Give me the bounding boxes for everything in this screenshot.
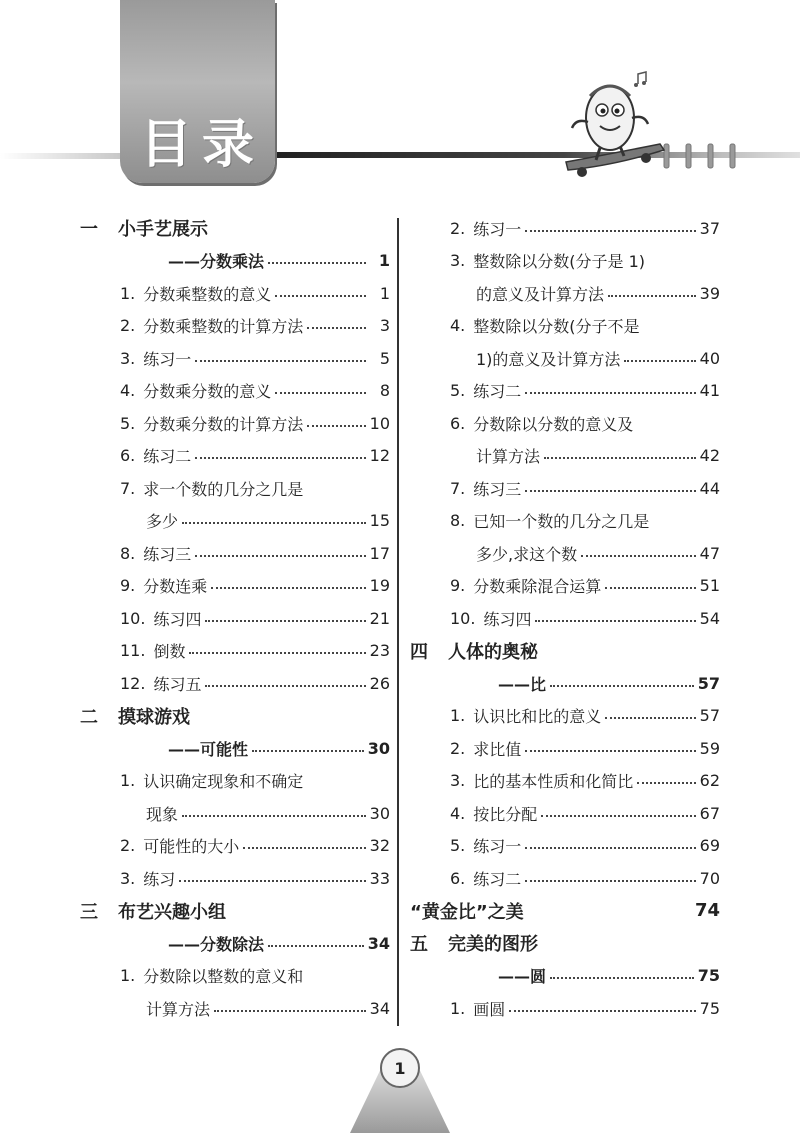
dot-leader	[550, 684, 694, 687]
toc-entry-continuation	[410, 440, 720, 473]
entry-number: 9.	[120, 576, 136, 596]
page-ref: 30	[367, 738, 390, 758]
entry-label: 练习三	[143, 544, 192, 564]
toc-entry	[410, 765, 720, 798]
page-ref: 70	[699, 868, 720, 888]
page-ref: 10	[369, 413, 390, 433]
entry-label: 练习二	[473, 382, 522, 402]
special-label: “黄金比”之美	[410, 901, 524, 923]
entry-number: 3.	[120, 348, 136, 368]
chapter-title: 人体的奥秘	[448, 641, 538, 663]
page-ref: 57	[697, 673, 720, 693]
dot-leader	[525, 391, 695, 394]
page-ref: 33	[369, 868, 390, 888]
entry-label: 练习五	[153, 674, 202, 694]
toc-left-column	[80, 212, 390, 1025]
dot-leader	[544, 456, 696, 459]
entry-label: 求比值	[473, 739, 522, 759]
toc-entry	[410, 797, 720, 830]
dot-leader	[195, 554, 365, 557]
entry-number: 2.	[120, 316, 136, 336]
dot-leader	[525, 879, 695, 882]
dot-leader	[243, 846, 365, 849]
page-ref: 19	[369, 576, 390, 596]
entry-label: 整数除以分数(分子不是	[473, 317, 640, 337]
dot-leader	[268, 261, 366, 264]
toc-entry	[410, 732, 720, 765]
entry-label: 分数乘整数的计算方法	[143, 317, 304, 337]
toc-chapter	[80, 212, 390, 245]
entry-number: 9.	[450, 576, 466, 596]
page-ref: 67	[699, 803, 720, 823]
dot-leader	[182, 521, 366, 524]
page-ref: 59	[699, 738, 720, 758]
entry-label: 计算方法	[146, 999, 211, 1019]
dot-leader	[525, 846, 695, 849]
toc-entry	[410, 310, 720, 343]
entry-label: 分数乘除混合运算	[473, 577, 602, 597]
page-ref: 5	[379, 348, 390, 368]
dot-leader	[307, 326, 366, 329]
entry-label: 分数除以整数的意义和	[143, 967, 304, 987]
page-ref: 75	[699, 998, 720, 1018]
page-number: 1	[380, 1048, 420, 1088]
chapter-title: 摸球游戏	[118, 706, 190, 728]
subtitle-label: ——比	[498, 674, 547, 694]
dot-leader	[182, 814, 366, 817]
dot-leader	[541, 814, 695, 817]
toc-special-entry	[410, 895, 720, 928]
page-ref: 44	[699, 478, 720, 498]
dot-leader	[214, 1009, 366, 1012]
toc-entry	[80, 667, 390, 700]
dot-leader	[581, 554, 696, 557]
toc-chapter	[410, 927, 720, 960]
toc-entry	[80, 765, 390, 798]
page-ref: 3	[379, 316, 390, 336]
page-ref: 17	[369, 543, 390, 563]
toc-entry-continuation	[410, 342, 720, 375]
entry-number: 3.	[450, 251, 466, 271]
subtitle-label: ——圆	[498, 967, 547, 987]
page-ref: 30	[369, 803, 390, 823]
page-ref: 75	[697, 966, 720, 986]
toc-entry	[410, 602, 720, 635]
entry-label: 整数除以分数(分子是 1)	[473, 252, 646, 272]
toc-chapter	[80, 700, 390, 733]
page-ref: 54	[699, 608, 720, 628]
entry-number: 1.	[450, 706, 466, 726]
entry-label: 分数乘分数的计算方法	[143, 414, 304, 434]
dot-leader	[205, 684, 365, 687]
entry-label: 的意义及计算方法	[476, 284, 605, 304]
entry-number: 10.	[450, 608, 476, 628]
page-ref: 21	[369, 608, 390, 628]
subtitle-label: ——可能性	[168, 739, 249, 759]
chapter-number: 二	[80, 706, 98, 728]
entry-label: 练习一	[473, 219, 522, 239]
entry-number: 2.	[450, 218, 466, 238]
column-divider	[397, 218, 399, 1026]
dot-leader	[195, 456, 365, 459]
toc-entry	[410, 505, 720, 538]
toc-entry	[80, 960, 390, 993]
entry-number: 7.	[450, 478, 466, 498]
toc-entry	[410, 472, 720, 505]
dot-leader	[179, 879, 365, 882]
entry-label: 求一个数的几分之几是	[143, 479, 304, 499]
toc-entry	[410, 830, 720, 863]
entry-label: 分数连乘	[143, 577, 208, 597]
page-ref: 41	[699, 381, 720, 401]
page-ref: 8	[379, 381, 390, 401]
toc-entry	[80, 407, 390, 440]
page-ref: 62	[699, 771, 720, 791]
entry-number: 2.	[450, 738, 466, 758]
entry-number: 4.	[450, 316, 466, 336]
entry-label: 比的基本性质和化简比	[473, 772, 634, 792]
toc-entry	[410, 375, 720, 408]
page-ref: 39	[699, 283, 720, 303]
toc-entry	[80, 602, 390, 635]
page-ref: 15	[369, 511, 390, 531]
dot-leader	[195, 359, 366, 362]
entry-label: 现象	[146, 804, 179, 824]
entry-label: 练习二	[473, 869, 522, 889]
toc-entry	[80, 537, 390, 570]
toc-entry-continuation	[80, 797, 390, 830]
toc-entry	[410, 862, 720, 895]
toc-entry	[80, 310, 390, 343]
page-title: 目录	[140, 115, 265, 175]
entry-label: 可能性的大小	[143, 837, 240, 857]
entry-label: 按比分配	[473, 804, 538, 824]
page-ref: 12	[369, 446, 390, 466]
dot-leader	[605, 716, 695, 719]
dot-leader	[189, 651, 365, 654]
dot-leader	[525, 489, 695, 492]
chapter-title: 布艺兴趣小组	[118, 901, 226, 923]
entry-label: 认识确定现象和不确定	[143, 772, 304, 792]
dot-leader	[252, 749, 364, 752]
entry-label: 计算方法	[476, 447, 541, 467]
entry-label: 练习三	[473, 479, 522, 499]
entry-number: 11.	[120, 641, 146, 661]
entry-number: 8.	[120, 543, 136, 563]
entry-label: 练习四	[483, 609, 532, 629]
toc-entry	[80, 277, 390, 310]
chapter-title: 完美的图形	[448, 934, 538, 956]
chapter-number: 三	[80, 901, 98, 923]
entry-number: 8.	[450, 511, 466, 531]
dot-leader	[608, 294, 696, 297]
page-ref: 34	[369, 998, 390, 1018]
entry-label: 多少	[146, 512, 179, 532]
toc-subtitle	[80, 245, 390, 278]
dot-leader	[637, 781, 695, 784]
entry-number: 6.	[450, 413, 466, 433]
page-ref: 26	[369, 673, 390, 693]
entry-number: 6.	[120, 446, 136, 466]
toc-entry	[80, 342, 390, 375]
dot-leader	[535, 619, 695, 622]
dot-leader	[605, 586, 695, 589]
dot-leader	[550, 976, 694, 979]
entry-number: 5.	[450, 836, 466, 856]
entry-number: 1.	[120, 283, 136, 303]
chapter-number: 五	[410, 934, 428, 956]
egg-mascot-on-skateboard-icon	[560, 70, 670, 185]
entry-number: 10.	[120, 608, 146, 628]
page-ref: 34	[367, 933, 390, 953]
dot-leader	[275, 294, 366, 297]
entry-number: 3.	[450, 771, 466, 791]
toc-entry-continuation	[80, 992, 390, 1025]
dot-leader	[205, 619, 365, 622]
chapter-number: 四	[410, 641, 428, 663]
entry-label: 多少,求这个数	[476, 544, 578, 564]
page-ref: 74	[694, 900, 720, 922]
toc-entry	[80, 375, 390, 408]
page-ref: 1	[379, 283, 390, 303]
toc-chapter	[410, 635, 720, 668]
entry-label: 认识比和比的意义	[473, 707, 602, 727]
entry-label: 练习四	[153, 609, 202, 629]
page-ref: 47	[699, 543, 720, 563]
dot-leader	[275, 391, 366, 394]
header-tick-marks-icon	[660, 142, 740, 172]
toc-chapter	[80, 895, 390, 928]
entry-number: 7.	[120, 478, 136, 498]
toc-subtitle	[80, 732, 390, 765]
dot-leader	[509, 1009, 695, 1012]
entry-label: 练习	[143, 869, 176, 889]
page-ref: 51	[699, 576, 720, 596]
dot-leader	[528, 911, 691, 914]
toc-entry	[410, 245, 720, 278]
entry-label: 分数除以分数的意义及	[473, 414, 634, 434]
page-ref: 42	[699, 446, 720, 466]
toc-entry	[80, 570, 390, 603]
toc-entry	[410, 212, 720, 245]
entry-number: 5.	[450, 381, 466, 401]
subtitle-label: ——分数除法	[168, 934, 265, 954]
toc-entry	[80, 862, 390, 895]
entry-label: 已知一个数的几分之几是	[473, 512, 650, 532]
entry-number: 12.	[120, 673, 146, 693]
toc-subtitle	[80, 927, 390, 960]
toc-entry	[410, 407, 720, 440]
header-rule-left	[0, 153, 120, 159]
toc-entry-continuation	[410, 537, 720, 570]
entry-label: 分数乘分数的意义	[143, 382, 272, 402]
toc-entry-continuation	[80, 505, 390, 538]
entry-label: 分数乘整数的意义	[143, 284, 272, 304]
entry-label: 画圆	[473, 999, 506, 1019]
entry-number: 4.	[120, 381, 136, 401]
toc-entry-continuation	[410, 277, 720, 310]
page-ref: 1	[378, 251, 390, 271]
toc-subtitle	[410, 667, 720, 700]
subtitle-label: ——分数乘法	[168, 252, 265, 272]
entry-number: 2.	[120, 836, 136, 856]
dot-leader	[307, 424, 365, 427]
entry-number: 1.	[120, 771, 136, 791]
dot-leader	[624, 359, 695, 362]
entry-number: 1.	[450, 998, 466, 1018]
toc-entry	[80, 830, 390, 863]
entry-label: 练习一	[473, 837, 522, 857]
page-ref: 32	[369, 836, 390, 856]
entry-number: 3.	[120, 868, 136, 888]
toc-entry	[410, 992, 720, 1025]
entry-number: 1.	[120, 966, 136, 986]
dot-leader	[268, 944, 364, 947]
page-ref: 57	[699, 706, 720, 726]
chapter-number: 一	[80, 219, 98, 241]
toc-right-column	[410, 212, 720, 1025]
toc-entry	[410, 570, 720, 603]
page-ref: 69	[699, 836, 720, 856]
dot-leader	[211, 586, 365, 589]
entry-number: 6.	[450, 868, 466, 888]
toc-entry	[80, 440, 390, 473]
entry-label: 1)的意义及计算方法	[476, 349, 621, 369]
toc-subtitle	[410, 960, 720, 993]
entry-number: 4.	[450, 803, 466, 823]
page-ref: 23	[369, 641, 390, 661]
chapter-title: 小手艺展示	[118, 219, 208, 241]
dot-leader	[525, 229, 695, 232]
dot-leader	[525, 749, 695, 752]
entry-label: 练习二	[143, 447, 192, 467]
toc-entry	[80, 472, 390, 505]
toc-entry	[410, 700, 720, 733]
entry-number: 5.	[120, 413, 136, 433]
toc-entry	[80, 635, 390, 668]
page-ref: 37	[699, 218, 720, 238]
page-ref: 40	[699, 348, 720, 368]
entry-label: 倒数	[153, 642, 186, 662]
entry-label: 练习一	[143, 349, 192, 369]
